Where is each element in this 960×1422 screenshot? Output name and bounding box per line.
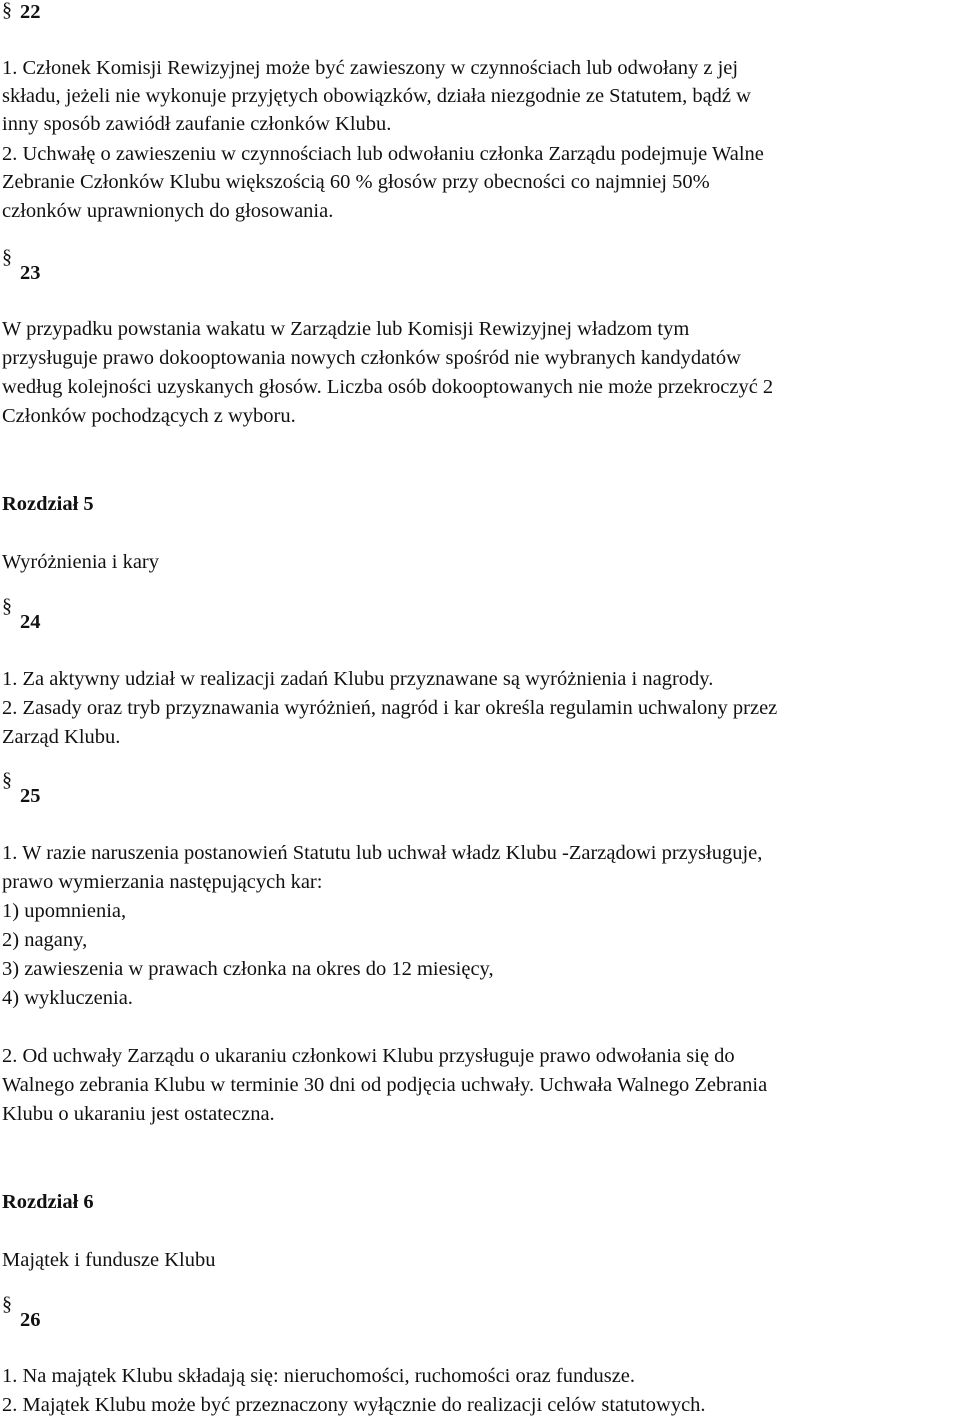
text-line: 2. Uchwałę o zawieszeniu w czynnościach lub odwołaniu członka Zarządu podejmuje Walne xyxy=(2,143,764,165)
text-line: 2. Majątek Klubu może być przeznaczony wyłącznie do realizacji celów statutowych. xyxy=(2,1394,706,1416)
text-line: prawo wymierzania następujących kar: xyxy=(2,871,323,893)
section-number: 23 xyxy=(20,262,41,284)
section-symbol: § xyxy=(2,769,12,791)
section-symbol: § xyxy=(2,246,12,268)
text-line: składu, jeżeli nie wykonuje przyjętych obowiązków, działa niezgodnie ze Statutem, bądź w xyxy=(2,85,751,107)
text-line: Klubu o ukaraniu jest ostateczna. xyxy=(2,1103,275,1125)
text-line: 4) wykluczenia. xyxy=(2,987,133,1009)
section-number: 22 xyxy=(20,1,41,23)
text-line: 1. W razie naruszenia postanowień Statutu lub uchwał władz Klubu -Zarządowi przysługuje, xyxy=(2,842,763,864)
text-line: 2) nagany, xyxy=(2,929,88,951)
section-number: 25 xyxy=(20,785,41,807)
text-line: inny sposób zawiódł zaufanie członków Klubu. xyxy=(2,113,392,135)
section-number: 26 xyxy=(20,1309,41,1331)
text-line: W przypadku powstania wakatu w Zarządzie lub Komisji Rewizyjnej władzom tym xyxy=(2,318,690,340)
text-line: przysługuje prawo dokooptowania nowych członków spośród nie wybranych kandydatów xyxy=(2,347,741,369)
section-symbol: § xyxy=(2,595,12,617)
text-line: 2. Zasady oraz tryb przyznawania wyróżnień, nagród i kar określa regulamin uchwalony przez xyxy=(2,697,778,719)
text-line: Zebranie Członków Klubu większością 60 % głosów przy obecności co najmniej 50% xyxy=(2,171,710,193)
text-line: 1. Członek Komisji Rewizyjnej może być zawieszony w czynnościach lub odwołany z jej xyxy=(2,57,739,79)
chapter-6-subtitle: Majątek i fundusze Klubu xyxy=(2,1249,216,1271)
text-line: 3) zawieszenia w prawach członka na okres do 12 miesięcy, xyxy=(2,958,494,980)
text-line: 2. Od uchwały Zarządu o ukaraniu członkowi Klubu przysługuje prawo odwołania się do xyxy=(2,1045,735,1067)
chapter-5-subtitle: Wyróżnienia i kary xyxy=(2,551,160,573)
text-line: 1. Na majątek Klubu składają się: nieruchomości, ruchomości oraz fundusze. xyxy=(2,1365,636,1387)
chapter-5-title: Rozdział 5 xyxy=(2,493,94,515)
text-line: Członków pochodzących z wyboru. xyxy=(2,405,296,427)
text-line: według kolejności uzyskanych głosów. Liczba osób dokooptowanych nie może przekroczyć 2 xyxy=(2,376,774,398)
section-symbol: § xyxy=(2,1293,12,1315)
chapter-6-title: Rozdział 6 xyxy=(2,1191,94,1213)
text-line: Walnego zebrania Klubu w terminie 30 dni od podjęcia uchwały. Uchwała Walnego Zebrania xyxy=(2,1074,768,1096)
text-line: Zarząd Klubu. xyxy=(2,726,121,748)
text-line: 1) upomnienia, xyxy=(2,900,127,922)
text-line: 1. Za aktywny udział w realizacji zadań Klubu przyznawane są wyróżnienia i nagrody. xyxy=(2,668,714,690)
text-line: członków uprawnionych do głosowania. xyxy=(2,200,334,222)
section-number: 24 xyxy=(20,611,41,633)
section-symbol: § xyxy=(2,0,12,21)
